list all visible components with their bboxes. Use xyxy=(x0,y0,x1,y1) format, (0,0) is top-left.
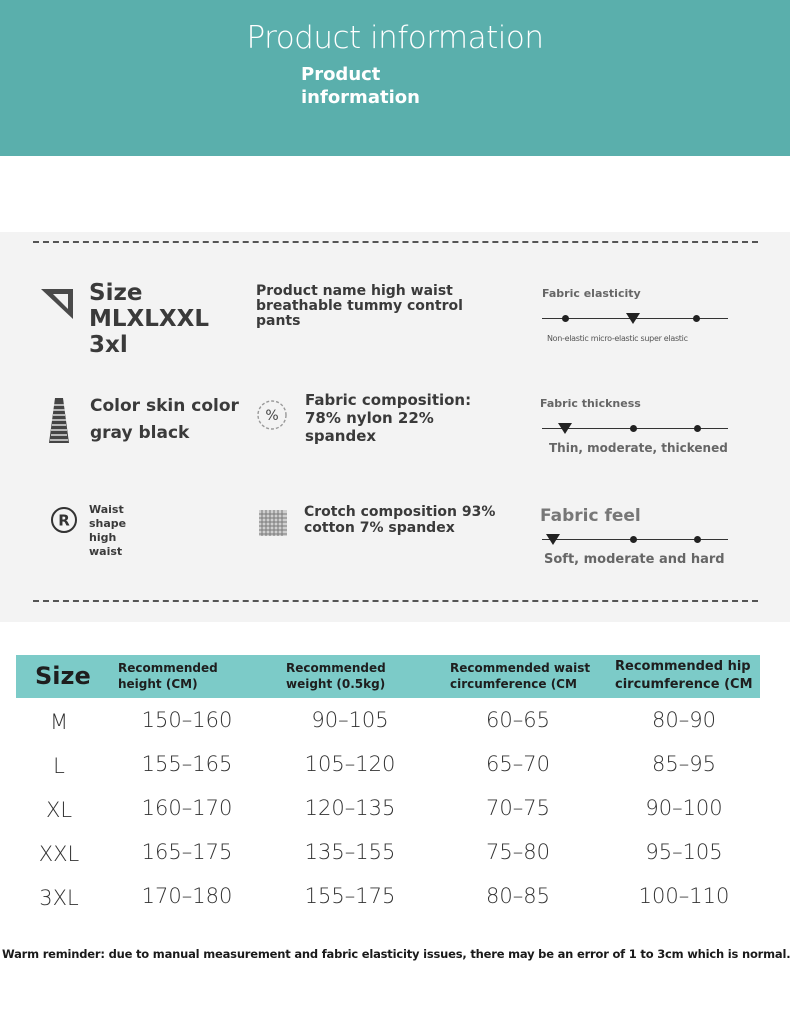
header-height-line1: Recommended xyxy=(118,661,218,675)
cell-weight: 90–105 xyxy=(311,708,389,732)
divider-bottom xyxy=(33,600,758,602)
elasticity-label: Fabric elasticity xyxy=(542,287,641,300)
scale-marker xyxy=(558,423,572,434)
product-name: Product name high waist breathable tummy control pants xyxy=(256,283,463,329)
cell-hip: 90–100 xyxy=(645,796,723,820)
cell-weight: 105–120 xyxy=(304,752,396,776)
header-height xyxy=(118,660,218,692)
cell-hip: 85–95 xyxy=(652,752,716,776)
header-hip-line2: circumference (CM xyxy=(615,677,753,692)
fabric-composition: Fabric composition: 78% nylon 22% spandex xyxy=(305,391,472,445)
cell-size: XXL xyxy=(38,842,80,866)
triangle-ruler-icon xyxy=(40,286,76,322)
header-height-line2: height (CM) xyxy=(118,677,198,691)
svg-text:%: % xyxy=(265,408,279,424)
cell-hip: 100–110 xyxy=(638,884,730,908)
header-waist-line2: circumference (CM xyxy=(450,677,577,691)
cell-waist: 70–75 xyxy=(486,796,550,820)
cell-height: 165–175 xyxy=(141,840,233,864)
page-title: Product information xyxy=(246,20,544,56)
header-size: Size xyxy=(35,662,91,690)
cell-size: XL xyxy=(45,798,73,822)
size-options: Size MLXLXXL 3xl xyxy=(89,280,210,358)
header-weight-line1: Recommended xyxy=(286,661,386,675)
crotch-composition: Crotch composition 93% cotton 7% spandex xyxy=(304,504,496,536)
warm-reminder: Warm reminder: due to manual measurement and fabric elasticity issues, there may be an error of 1 to 3cm which is normal. xyxy=(2,947,790,961)
cell-weight: 135–155 xyxy=(304,840,396,864)
cell-waist: 65–70 xyxy=(486,752,550,776)
feel-options: Soft, moderate and hard xyxy=(544,552,725,567)
registered-icon xyxy=(50,506,78,534)
cell-hip: 80–90 xyxy=(652,708,716,732)
cell-height: 150–160 xyxy=(141,708,233,732)
cell-hip: 95–105 xyxy=(645,840,723,864)
scale-dot xyxy=(694,425,701,432)
svg-text:R: R xyxy=(58,511,70,530)
elasticity-options: Non-elastic micro-elastic super elastic xyxy=(547,334,688,343)
cell-waist: 80–85 xyxy=(486,884,550,908)
scale-dot xyxy=(694,536,701,543)
cell-size: 3XL xyxy=(39,886,79,910)
cell-size: L xyxy=(53,754,65,778)
cell-weight: 155–175 xyxy=(304,884,396,908)
percent-icon xyxy=(256,399,288,431)
page-subtitle: Product information xyxy=(301,64,420,108)
header-weight-line2: weight (0.5kg) xyxy=(286,677,386,691)
scale-dot xyxy=(630,536,637,543)
thickness-label: Fabric thickness xyxy=(540,397,641,410)
header-weight xyxy=(286,660,386,692)
color-options: Color skin color gray black xyxy=(90,396,239,443)
feel-label: Fabric feel xyxy=(540,506,641,526)
header-waist xyxy=(450,660,590,692)
cell-height: 160–170 xyxy=(141,796,233,820)
cell-size: M xyxy=(49,710,69,734)
cell-height: 155–165 xyxy=(141,752,233,776)
header-hip xyxy=(615,658,753,694)
scale-dot xyxy=(630,425,637,432)
cell-waist: 75–80 xyxy=(486,840,550,864)
scale-marker xyxy=(546,534,560,545)
cell-weight: 120–135 xyxy=(304,796,396,820)
cell-height: 170–180 xyxy=(141,884,233,908)
fabric-swatch-icon xyxy=(258,509,288,537)
thread-spool-icon xyxy=(48,397,70,445)
header-hip-line1: Recommended hip xyxy=(615,659,751,674)
scale-dot xyxy=(693,315,700,322)
header-waist-line1: Recommended waist xyxy=(450,661,591,675)
thickness-options: Thin, moderate, thickened xyxy=(549,441,728,455)
waist-shape: Waist shape high waist xyxy=(89,503,127,558)
divider-top xyxy=(33,241,758,243)
scale-dot xyxy=(562,315,569,322)
cell-waist: 60–65 xyxy=(486,708,550,732)
scale-marker xyxy=(626,313,640,324)
